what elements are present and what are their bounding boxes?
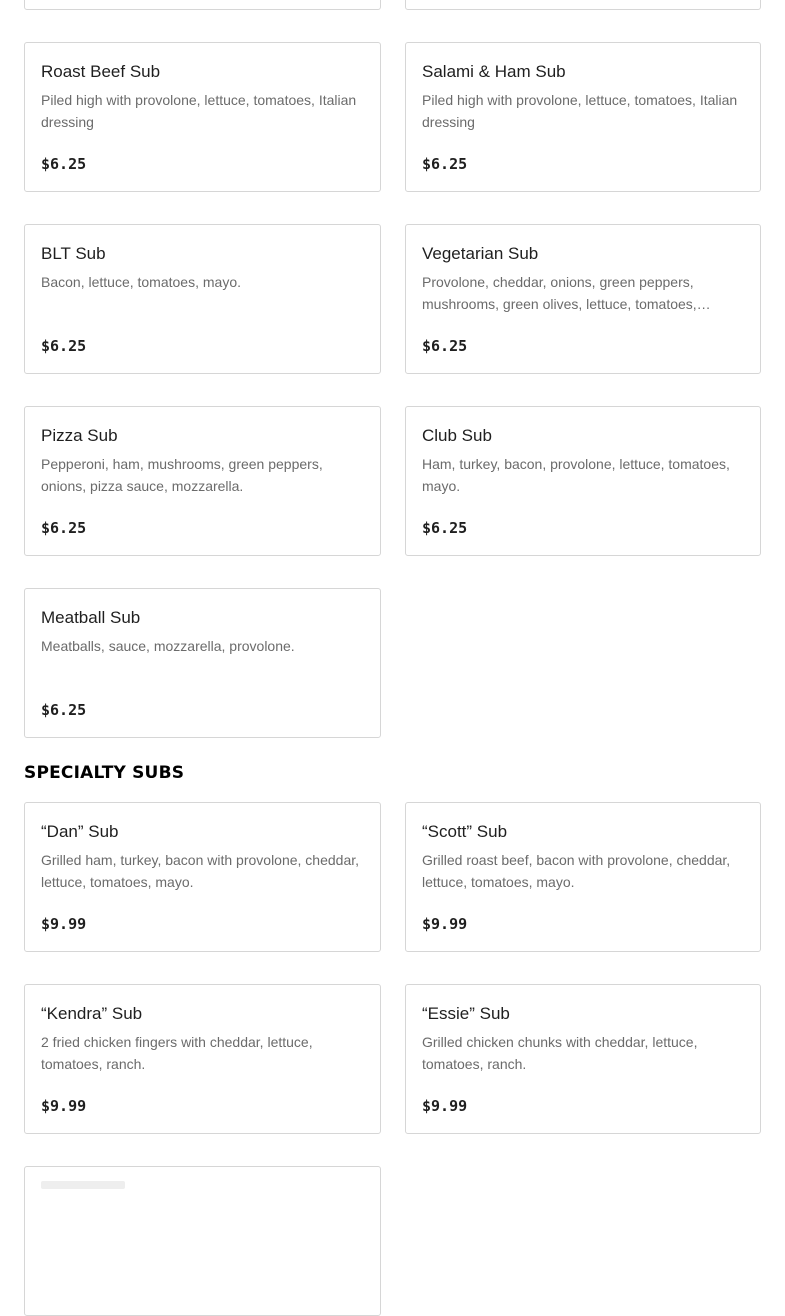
menu-item-card[interactable] xyxy=(405,406,761,556)
menu-item-price: $9.99 xyxy=(41,915,87,933)
menu-item-name: Meatball Sub xyxy=(41,608,141,627)
menu-item-name: Roast Beef Sub xyxy=(41,62,161,81)
menu-item-description: Piled high with provolone, lettuce, tomatoes, Italian dressing xyxy=(41,92,357,130)
menu-item-card[interactable] xyxy=(24,588,381,738)
menu-item-description: Meatballs, sauce, mozzarella, provolone. xyxy=(41,638,295,654)
menu-item-price: $6.25 xyxy=(422,519,468,537)
menu-item-description: Provolone, cheddar, onions, green peppers, mushrooms, green olives, lettuce, tomatoes,… xyxy=(422,274,711,312)
menu-item-description: Pepperoni, ham, mushrooms, green peppers, onions, pizza sauce, mozzarella. xyxy=(41,456,323,494)
menu-item-card[interactable] xyxy=(24,802,381,952)
menu-item-price: $6.25 xyxy=(41,337,87,355)
menu-item-card[interactable] xyxy=(405,42,761,192)
menu-item-card[interactable] xyxy=(24,406,381,556)
menu-item-card[interactable] xyxy=(405,984,761,1134)
menu-item-price: $6.25 xyxy=(422,155,468,173)
menu-item-name: Vegetarian Sub xyxy=(422,244,539,263)
menu-item-price: $9.99 xyxy=(422,1097,468,1115)
menu-item-price: $6.25 xyxy=(41,701,87,719)
menu-item-name: Pizza Sub xyxy=(41,426,118,445)
menu-item-price: $6.25 xyxy=(41,519,87,537)
menu-item-name: BLT Sub xyxy=(41,244,106,263)
menu-item-card-partial[interactable] xyxy=(405,0,761,10)
menu-item-card[interactable] xyxy=(24,984,381,1134)
menu-item-card-partial[interactable] xyxy=(24,1166,381,1316)
menu-item-name: Club Sub xyxy=(422,426,492,445)
menu-item-price: $9.99 xyxy=(41,1097,87,1115)
menu-item-card[interactable] xyxy=(24,42,381,192)
menu-item-name-placeholder xyxy=(41,1181,125,1189)
menu-item-card-partial[interactable] xyxy=(24,0,381,10)
menu-item-name: Salami & Ham Sub xyxy=(422,62,566,81)
section-title: SPECIALTY SUBS xyxy=(24,763,185,783)
menu-item-name: “Essie” Sub xyxy=(422,1004,510,1023)
menu-item-description: Bacon, lettuce, tomatoes, mayo. xyxy=(41,274,241,290)
menu-item-card[interactable] xyxy=(405,224,761,374)
menu-item-description: Grilled chicken chunks with cheddar, lettuce, tomatoes, ranch. xyxy=(422,1034,698,1072)
menu-item-description: 2 fried chicken fingers with cheddar, lettuce, tomatoes, ranch. xyxy=(41,1034,313,1072)
menu-item-description: Grilled roast beef, bacon with provolone, cheddar, lettuce, tomatoes, mayo. xyxy=(422,852,731,890)
menu-item-description: Ham, turkey, bacon, provolone, lettuce, tomatoes, mayo. xyxy=(422,456,730,494)
menu-item-description: Piled high with provolone, lettuce, tomatoes, Italian dressing xyxy=(422,92,738,130)
menu-item-name: “Kendra” Sub xyxy=(41,1004,143,1023)
menu-item-name: “Scott” Sub xyxy=(422,822,508,841)
menu-item-card[interactable] xyxy=(405,802,761,952)
menu-item-price: $6.25 xyxy=(41,155,87,173)
menu-item-description: Grilled ham, turkey, bacon with provolone, cheddar, lettuce, tomatoes, mayo. xyxy=(41,852,360,890)
menu-item-card[interactable] xyxy=(24,224,381,374)
menu-item-price: $9.99 xyxy=(422,915,468,933)
menu-item-name: “Dan” Sub xyxy=(41,822,119,841)
menu-item-price: $6.25 xyxy=(422,337,468,355)
